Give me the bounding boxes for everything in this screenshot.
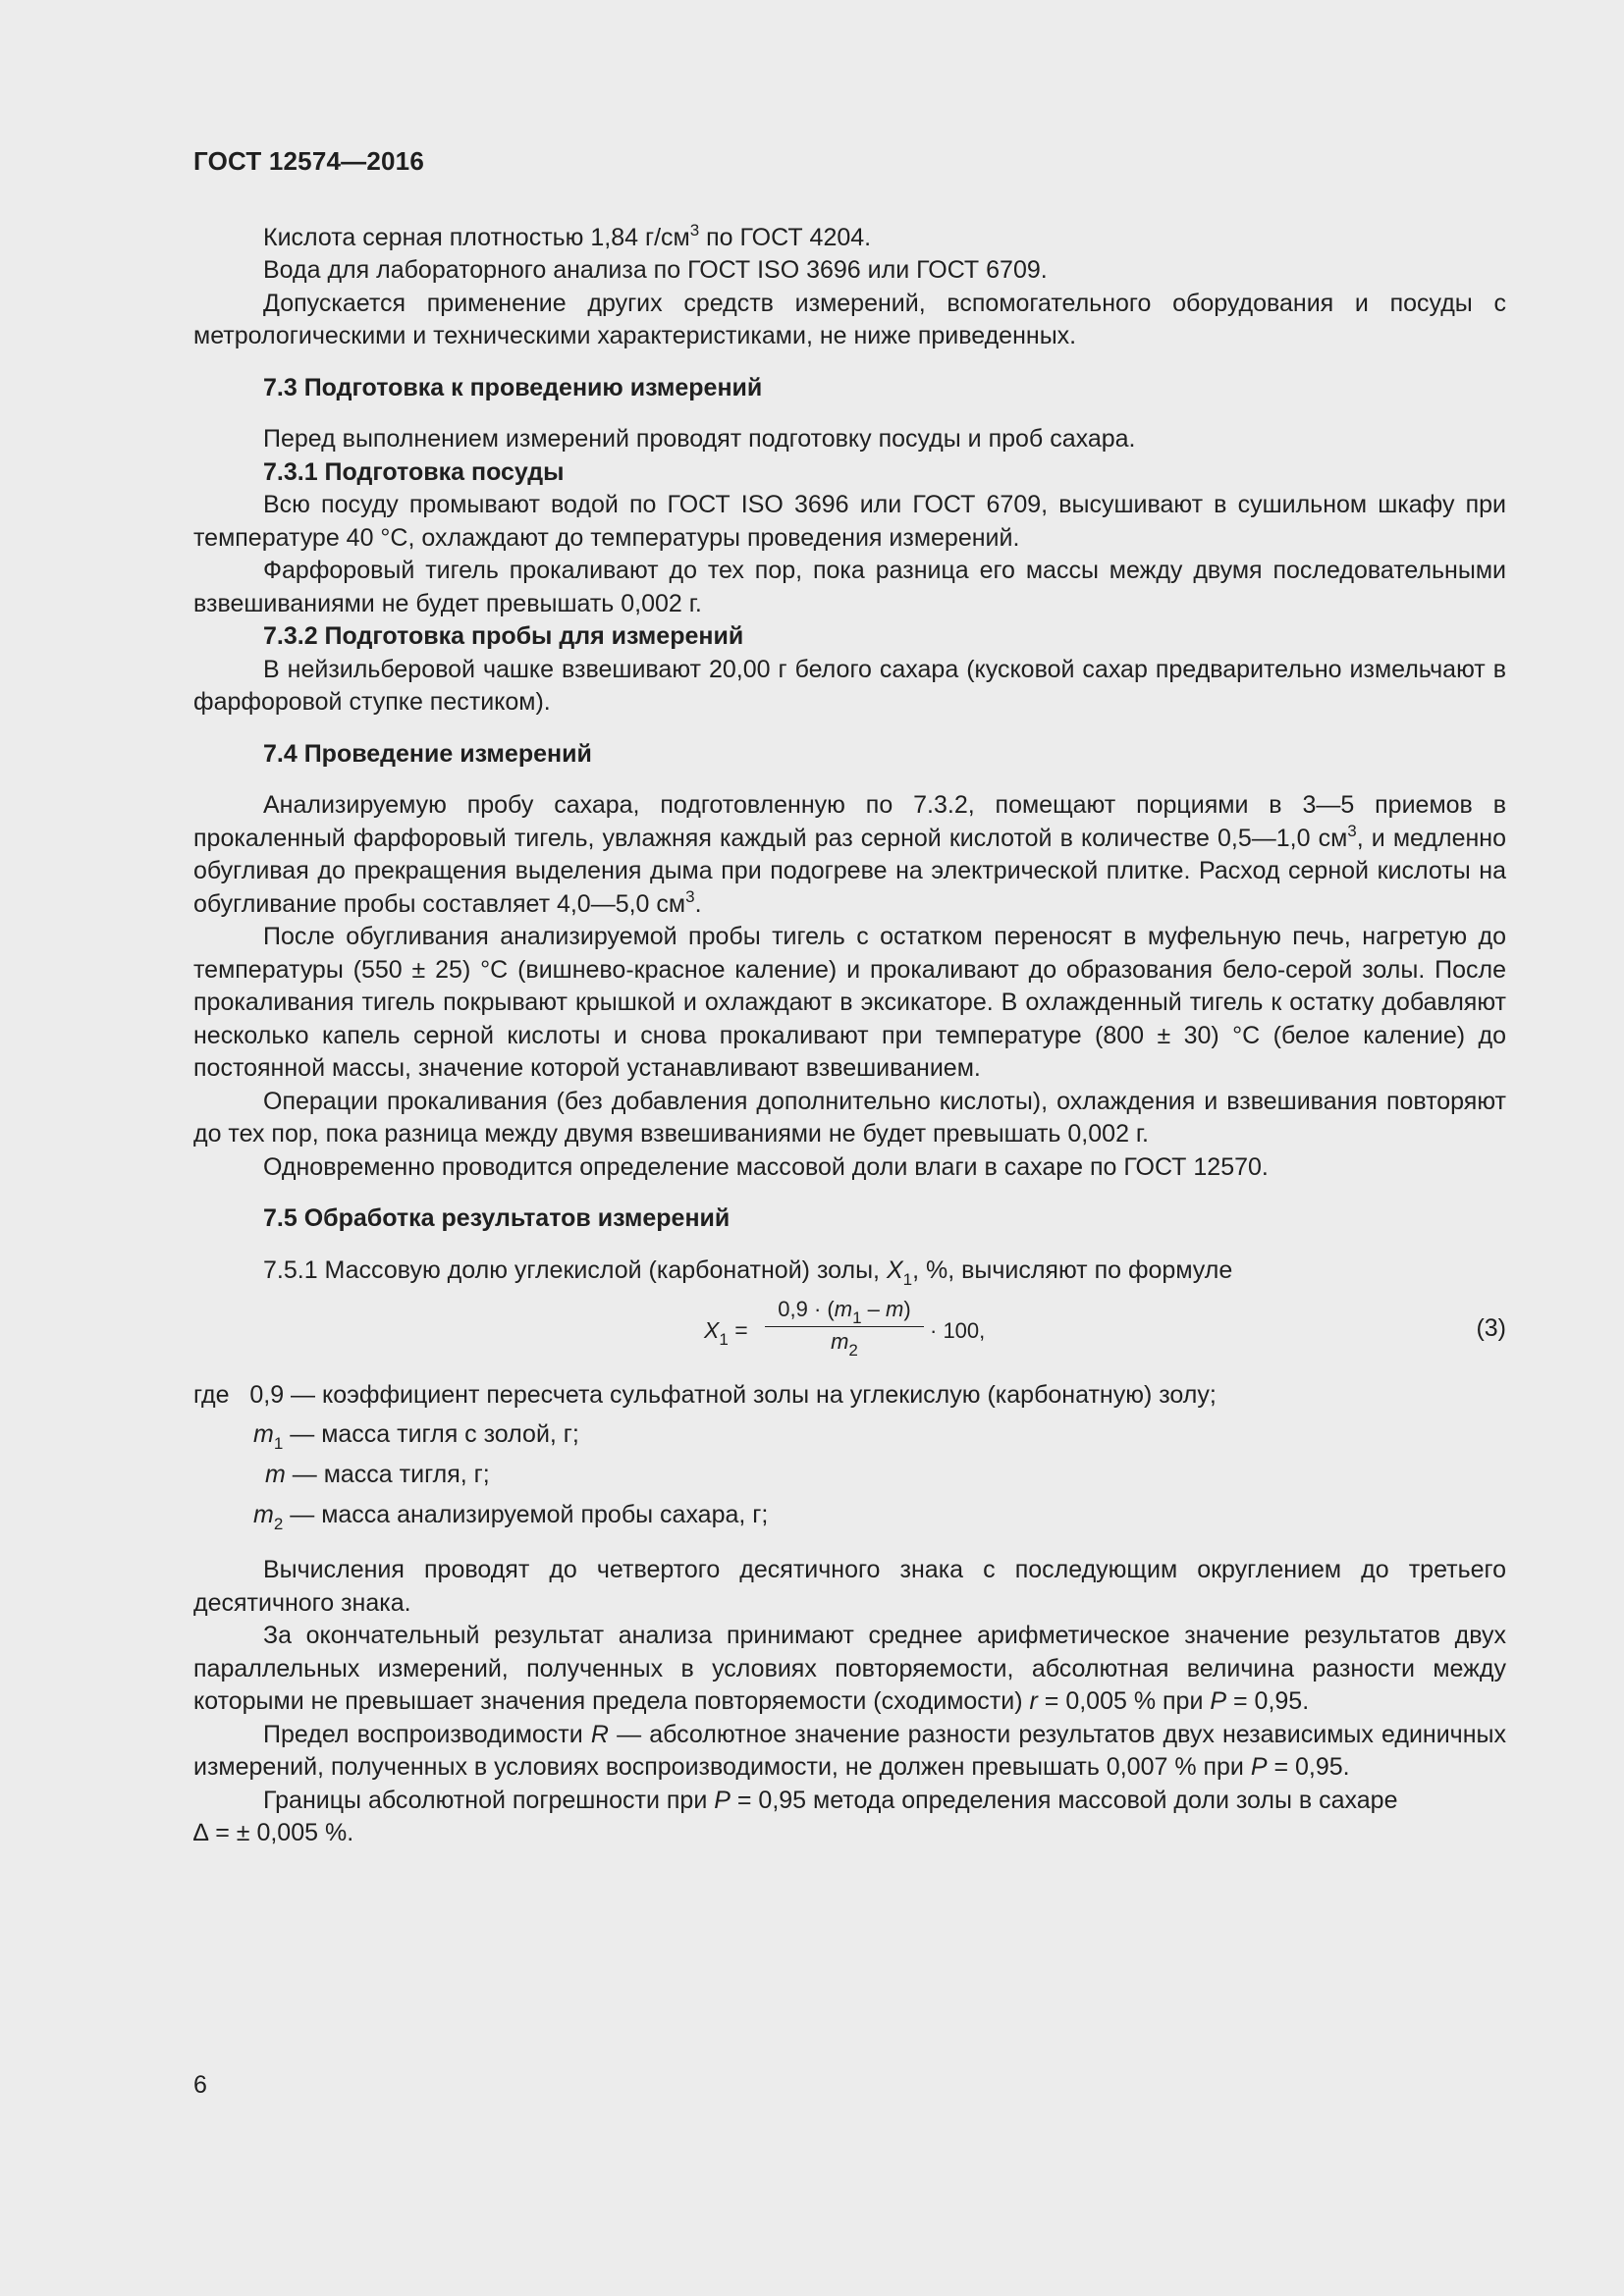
formula-rhs: · 100, [930,1318,986,1343]
section-heading-7-4: 7.4 Проведение измерений [263,739,592,768]
legend-row-m1: $m_1$ — масса тигля с золой, г; [253,1420,579,1453]
paragraph-7-3-1-b: Фарфоровый тигель прокаливают до тех пор, пока разница его массы между двумя последовательными взвешиваниями не будет превышать 0,002 г. [193,557,1506,617]
paragraph-7-4-b: После обугливания анализируемой пробы тигель с остатком переносят в муфельную печь, нагретую до температуры (550 ± 25) °С (вишнево-красное каление) и прокаливают до образования бело-серой золы. После прокаливания тигель покрывают крышкой и охлаждают в эксикаторе. В охлажденный тигель к остатку добавляют несколько капель серной кислоты и снова прокаливают при температуре (800 ± 30) °С (белое каление) до постоянной массы, значение которой устанавливают взвешиванием. [193,923,1506,1082]
legend-row-m: m — масса тигля, г; [265,1461,490,1488]
section-heading-7-3: 7.3 Подготовка к проведению измерений [263,373,763,401]
paragraph-7-4-d: Одновременно проводится определение массовой доли влаги в сахаре по ГОСТ 12570. [263,1152,1269,1181]
paragraph-7-5-1: 7.5.1 Массовую долю углекислой (карбонатной) золы, $X_1$, %, вычисляют по формуле [263,1255,1233,1289]
legend-row-m2: $m_2$ — масса анализируемой пробы сахара, г; [253,1501,769,1533]
paragraph-7-3-intro: Перед выполнением измерений проводят подготовку посуды и проб сахара. [263,425,1136,453]
paragraph-7-3-2: В нейзильберовой чашке взвешивают 20,00 г белого сахара (кусковой сахар предварительно измельчают в фарфоровой ступке пестиком). [193,655,1506,716]
section-heading-7-5: 7.5 Обработка результатов измерений [263,1204,731,1232]
formula-3 [193,1295,1506,1371]
document-header: ГОСТ 12574—2016 [193,146,424,176]
formula-lhs: $X_1$ = [704,1317,748,1349]
paragraph-7-4-a: Анализируемую пробу сахара, подготовленную по 7.3.2, помещают порциями в 3—5 приемов в прокаленный фарфоровый тигель, увлажняя каждый раз серной кислотой в количестве 0,5—1,0 $см^3$, и медленно обугливая до прекращения выделения дыма при подогреве на электрической плитке. Расход серной кислоты на обугливание пробы составляет 4,0—5,0 $см^3$. [193,791,1506,918]
paragraph-7-4-c: Операции прокаливания (без добавления дополнительно кислоты), охлаждения и взвешивания повторяют до тех пор, пока разница между двумя взвешиваниями не будет превышать 0,002 г. [193,1087,1506,1148]
formula-fraction [765,1295,924,1360]
paragraph-final-result: За окончательный результат анализа принимают среднее арифметическое значение результатов двух параллельных измерений, полученных в условиях повторяемости, абсолютная величина разности между которыми не превышает значения предела повторяемости (сходимости) r = 0,005 % при P = 0,95. [193,1622,1506,1715]
paragraph-7-3-1-a: Всю посуду промывают водой по ГОСТ ISO 3696 или ГОСТ 6709, высушивают в сушильном шкафу при температуре 40 °С, охлаждают до температуры проведения измерений. [193,491,1506,552]
paragraph-calculations: Вычисления проводят до четвертого десятичного знака с последующим округлением до третьего десятичного знака. [193,1556,1506,1617]
reagent-acid: Кислота серная плотностью 1,84 $г/см^3$ по ГОСТ 4204. [263,220,872,251]
legend-row-coefficient: где 0,9 — коэффициент пересчета сульфатной золы на углекислую (карбонатную) золу; [193,1381,1217,1409]
formula-numerator: $0,9 \cdot (m_1 - m)$ [765,1295,924,1327]
document-page [193,145,1506,1850]
section-heading-7-3-1: 7.3.1 Подготовка посуды [263,457,565,486]
formula-denominator: $m_2$ [831,1329,858,1360]
formula-legend [193,1379,1506,1532]
paragraph-reproducibility: Предел воспроизводимости R — абсолютное значение разности результатов двух независимых единичных измерений, полученных в условиях воспроизводимости, не должен превышать 0,007 % при P = 0,95. [193,1720,1506,1781]
section-heading-7-3-2: 7.3.2 Подготовка пробы для измерений [263,622,744,650]
page-number: 6 [193,2071,207,2099]
paragraph-allowed: Допускается применение других средств измерений, вспомогательного оборудования и посуды с метрологическими и техническими характеристиками, не ниже приведенных. [193,289,1506,349]
formula-number: (3) [1476,1314,1506,1342]
reagent-water: Вода для лабораторного анализа по ГОСТ ISO 3696 или ГОСТ 6709. [263,256,1048,284]
paragraph-error-bounds: Границы абсолютной погрешности при P = 0,95 метода определения массовой доли золы в сахаре ∆ = ± 0,005 %. [193,1786,1398,1846]
